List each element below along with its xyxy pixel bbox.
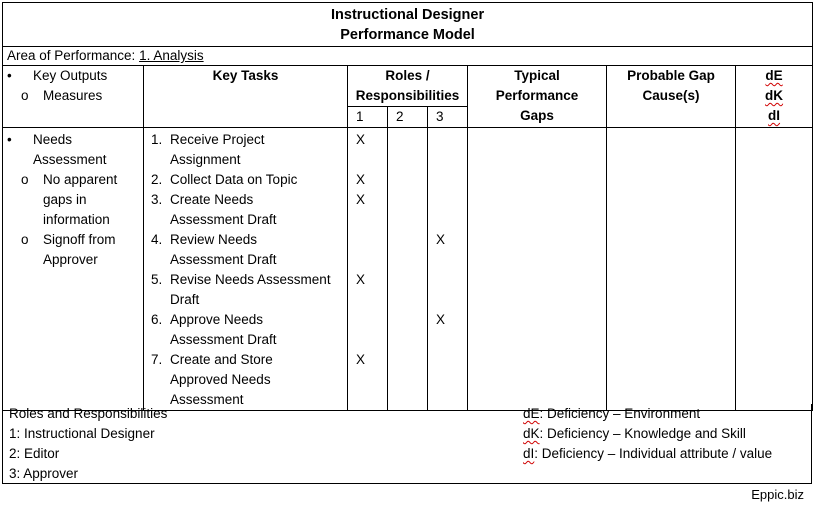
area-value: 1. Analysis — [139, 48, 204, 63]
roles-header: Roles / Responsibilities — [348, 66, 468, 107]
page-title: Instructional Designer Performance Model — [3, 3, 813, 47]
area-of-performance: Area of Performance: 1. Analysis — [3, 47, 813, 66]
legend-item: 2: Editor — [9, 446, 60, 461]
header-row — [3, 66, 813, 107]
list-item: 5. Revise Needs Assessment Draft — [151, 272, 331, 307]
performance-model-document — [2, 2, 812, 411]
legend-item: 1: Instructional Designer — [9, 426, 155, 441]
legend-item: dI: Deficiency – Individual attribute / value — [523, 446, 773, 461]
circle-bullet-icon: o — [21, 232, 29, 247]
list-item: 2. Collect Data on Topic — [151, 172, 298, 187]
legend-item: dE: Deficiency – Environment — [523, 406, 701, 421]
legend-item: 3: Approver — [9, 466, 79, 481]
role-col-2: 2 — [388, 107, 428, 128]
task-list — [151, 130, 343, 410]
bullet-icon: • — [7, 68, 12, 83]
area-row — [3, 47, 813, 66]
circle-bullet-icon: o — [21, 88, 29, 103]
mark-task-1: X — [356, 132, 366, 147]
list-item: 1. Receive Project Assignment — [151, 132, 265, 167]
role-col-1: 1 — [348, 107, 388, 128]
table-row — [3, 128, 813, 411]
codes-legend — [523, 404, 772, 464]
gaps-cell — [468, 128, 607, 411]
tasks-header: Key Tasks — [144, 66, 348, 128]
role-2-marks — [388, 128, 428, 411]
gaps-header: Typical Performance Gaps — [468, 66, 607, 128]
brand-label: Eppic.biz — [751, 487, 804, 502]
list-item: 4. Review Needs Assessment Draft — [151, 232, 277, 267]
roles-legend — [9, 404, 167, 484]
outputs-header: • Key Outputs o Measures — [3, 66, 144, 128]
roles-legend-title: Roles and Responsibilities — [9, 406, 168, 421]
list-item: 6. Approve Needs Assessment Draft — [151, 312, 277, 347]
legend-box — [2, 404, 812, 484]
outputs-cell: • Needs Assessment o No apparent gaps in information o Signoff from Approver — [3, 128, 144, 411]
role-3-marks — [428, 128, 468, 411]
cause-header: Probable Gap Cause(s) — [607, 66, 736, 128]
performance-model-table — [2, 2, 813, 411]
tasks-cell — [144, 128, 348, 411]
mark-task-6: X — [436, 312, 446, 327]
list-item: 3. Create Needs Assessment Draft — [151, 192, 277, 227]
codes-cell — [736, 128, 813, 411]
bullet-icon: • — [7, 132, 12, 147]
mark-task-7: X — [356, 352, 366, 367]
cause-cell — [607, 128, 736, 411]
mark-task-3: X — [356, 192, 366, 207]
circle-bullet-icon: o — [21, 172, 29, 187]
role-1-marks — [348, 128, 388, 411]
title-row — [3, 3, 813, 47]
legend-item: dK: Deficiency – Knowledge and Skill — [523, 426, 746, 441]
mark-task-5: X — [356, 272, 366, 287]
codes-header: dE dK dI — [736, 66, 813, 128]
mark-task-2: X — [356, 172, 366, 187]
role-col-3: 3 — [428, 107, 468, 128]
list-item: 7. Create and Store Approved Needs Assessment — [151, 352, 273, 407]
mark-task-4: X — [436, 232, 446, 247]
